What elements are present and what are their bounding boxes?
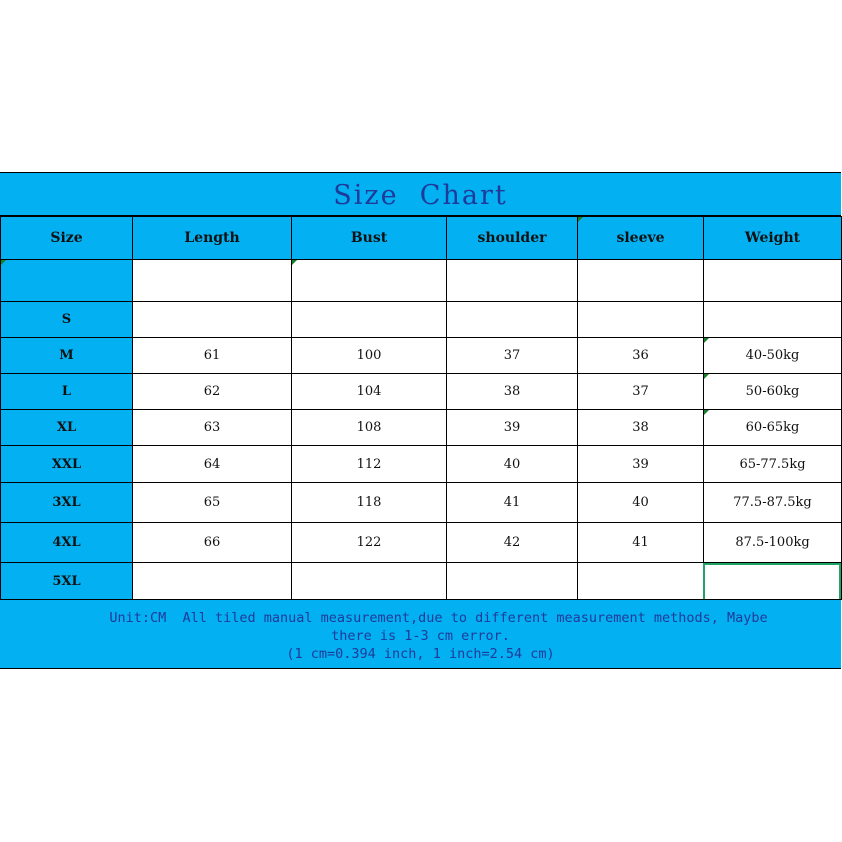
cell-shoulder[interactable] xyxy=(447,260,578,302)
cell-value: S xyxy=(61,312,72,327)
cell-value: 40 xyxy=(632,495,649,510)
note-line-2: there is 1-3 cm error. xyxy=(331,628,510,644)
cell-value: 77.5-87.5kg xyxy=(733,495,812,510)
cell-value: 112 xyxy=(356,456,382,472)
cell-bust[interactable] xyxy=(292,483,447,523)
cell-sleeve[interactable] xyxy=(578,410,704,446)
cell-shoulder[interactable] xyxy=(447,483,578,523)
chart-title: Size Chart xyxy=(0,172,841,216)
cell-value: 100 xyxy=(356,348,382,363)
cell-value: 64 xyxy=(203,456,221,472)
cell-value: 66 xyxy=(203,535,221,550)
column-header-weight[interactable] xyxy=(704,217,842,260)
column-header-size[interactable] xyxy=(1,217,133,260)
cell-length[interactable] xyxy=(133,374,292,410)
cell-length[interactable] xyxy=(133,302,292,338)
cell-value: 63 xyxy=(203,420,221,435)
cell-value: 65-77.5kg xyxy=(739,456,806,472)
cell-value: 122 xyxy=(356,535,382,550)
column-header-label: Length xyxy=(184,230,240,246)
cell-size[interactable] xyxy=(1,338,133,374)
cell-sleeve[interactable] xyxy=(578,260,704,302)
cell-value: 40 xyxy=(503,456,521,472)
header-row xyxy=(1,217,842,260)
cell-value: 62 xyxy=(203,384,221,399)
cell-size[interactable] xyxy=(1,410,133,446)
cell-value: XL xyxy=(56,420,77,435)
cell-sleeve[interactable] xyxy=(578,446,704,483)
cell-value: 40-50kg xyxy=(745,348,800,363)
column-header-sleeve[interactable] xyxy=(578,217,704,260)
size-table xyxy=(0,216,842,600)
cell-value: 87.5-100kg xyxy=(735,535,810,550)
cell-weight[interactable] xyxy=(704,338,842,374)
column-header-bust[interactable] xyxy=(292,217,447,260)
cell-bust[interactable] xyxy=(292,563,447,600)
cell-bust[interactable] xyxy=(292,302,447,338)
cell-size[interactable] xyxy=(1,260,133,302)
cell-bust[interactable] xyxy=(292,523,447,563)
cell-value: 37 xyxy=(503,348,521,363)
cell-value: 61 xyxy=(203,348,221,363)
cell-bust[interactable] xyxy=(292,338,447,374)
cell-sleeve[interactable] xyxy=(578,563,704,600)
comment-marker-icon xyxy=(704,374,709,379)
cell-length[interactable] xyxy=(133,410,292,446)
column-header-label: sleeve xyxy=(616,230,665,246)
cell-value: 118 xyxy=(356,495,382,510)
table-row xyxy=(1,302,842,338)
comment-marker-icon xyxy=(578,217,583,222)
cell-value: 39 xyxy=(503,420,521,435)
cell-weight[interactable] xyxy=(704,446,842,483)
table-row xyxy=(1,338,842,374)
measurement-note xyxy=(0,599,841,669)
cell-sleeve[interactable] xyxy=(578,374,704,410)
cell-value: 41 xyxy=(503,495,521,510)
cell-size[interactable] xyxy=(1,563,133,600)
cell-length[interactable] xyxy=(133,563,292,600)
column-header-label: Weight xyxy=(744,230,801,246)
comment-marker-icon xyxy=(704,410,709,415)
cell-value: 36 xyxy=(632,348,649,363)
cell-bust[interactable] xyxy=(292,260,447,302)
column-header-length[interactable] xyxy=(133,217,292,260)
table-row xyxy=(1,260,842,302)
column-header-label: Size xyxy=(50,230,83,246)
cell-value: M xyxy=(59,348,74,363)
cell-value: 39 xyxy=(632,456,649,472)
cell-shoulder[interactable] xyxy=(447,523,578,563)
table-row xyxy=(1,446,842,483)
cell-shoulder[interactable] xyxy=(447,302,578,338)
table-row xyxy=(1,410,842,446)
cell-value: 42 xyxy=(503,535,521,550)
cell-size[interactable] xyxy=(1,446,133,483)
cell-shoulder[interactable] xyxy=(447,374,578,410)
cell-value: XXL xyxy=(51,456,82,472)
cell-weight[interactable] xyxy=(704,260,842,302)
size-chart xyxy=(0,172,841,669)
note-line-3: (1 cm=0.394 inch, 1 inch=2.54 cm) xyxy=(286,646,555,662)
cell-size[interactable] xyxy=(1,374,133,410)
cell-value: 50-60kg xyxy=(745,384,800,399)
table-row xyxy=(1,483,842,523)
cell-bust[interactable] xyxy=(292,374,447,410)
table-row xyxy=(1,563,842,600)
cell-sleeve[interactable] xyxy=(578,523,704,563)
cell-value: 41 xyxy=(632,535,649,550)
table-row xyxy=(1,374,842,410)
comment-marker-icon xyxy=(292,260,297,265)
table-row xyxy=(1,523,842,563)
cell-sleeve[interactable] xyxy=(578,302,704,338)
cell-length[interactable] xyxy=(133,260,292,302)
cell-size[interactable] xyxy=(1,523,133,563)
cell-length[interactable] xyxy=(133,338,292,374)
cell-value: 104 xyxy=(356,384,382,399)
column-header-label: Bust xyxy=(350,230,388,246)
cell-shoulder[interactable] xyxy=(447,410,578,446)
cell-bust[interactable] xyxy=(292,446,447,483)
cell-size[interactable] xyxy=(1,483,133,523)
cell-shoulder[interactable] xyxy=(447,446,578,483)
cell-bust[interactable] xyxy=(292,410,447,446)
column-header-shoulder[interactable] xyxy=(447,217,578,260)
cell-value: L xyxy=(61,384,72,399)
cell-length[interactable] xyxy=(133,483,292,523)
cell-length[interactable] xyxy=(133,446,292,483)
cell-value: 38 xyxy=(632,420,649,435)
cell-weight[interactable] xyxy=(704,410,842,446)
cell-weight[interactable] xyxy=(704,523,842,563)
comment-marker-icon xyxy=(1,260,6,265)
cell-sleeve[interactable] xyxy=(578,338,704,374)
cell-value: 3XL xyxy=(52,495,81,510)
cell-value: 38 xyxy=(503,384,521,399)
cell-weight[interactable] xyxy=(704,302,842,338)
cell-size[interactable] xyxy=(1,302,133,338)
cell-value: 37 xyxy=(632,384,649,399)
note-line-1: Unit:CM All tiled manual measurement,due to different measurement methods, Maybe xyxy=(109,610,768,626)
cell-weight[interactable] xyxy=(704,483,842,523)
cell-shoulder[interactable] xyxy=(447,563,578,600)
cell-value: 65 xyxy=(203,495,221,510)
column-header-label: shoulder xyxy=(477,230,547,246)
cell-weight[interactable] xyxy=(704,374,842,410)
cell-value: 4XL xyxy=(52,535,81,550)
cell-shoulder[interactable] xyxy=(447,338,578,374)
cell-weight[interactable] xyxy=(704,563,842,600)
cell-sleeve[interactable] xyxy=(578,483,704,523)
cell-value: 60-65kg xyxy=(745,420,800,435)
comment-marker-icon xyxy=(704,338,709,343)
cell-value: 108 xyxy=(356,420,382,435)
cell-value: 5XL xyxy=(52,573,81,589)
cell-length[interactable] xyxy=(133,523,292,563)
